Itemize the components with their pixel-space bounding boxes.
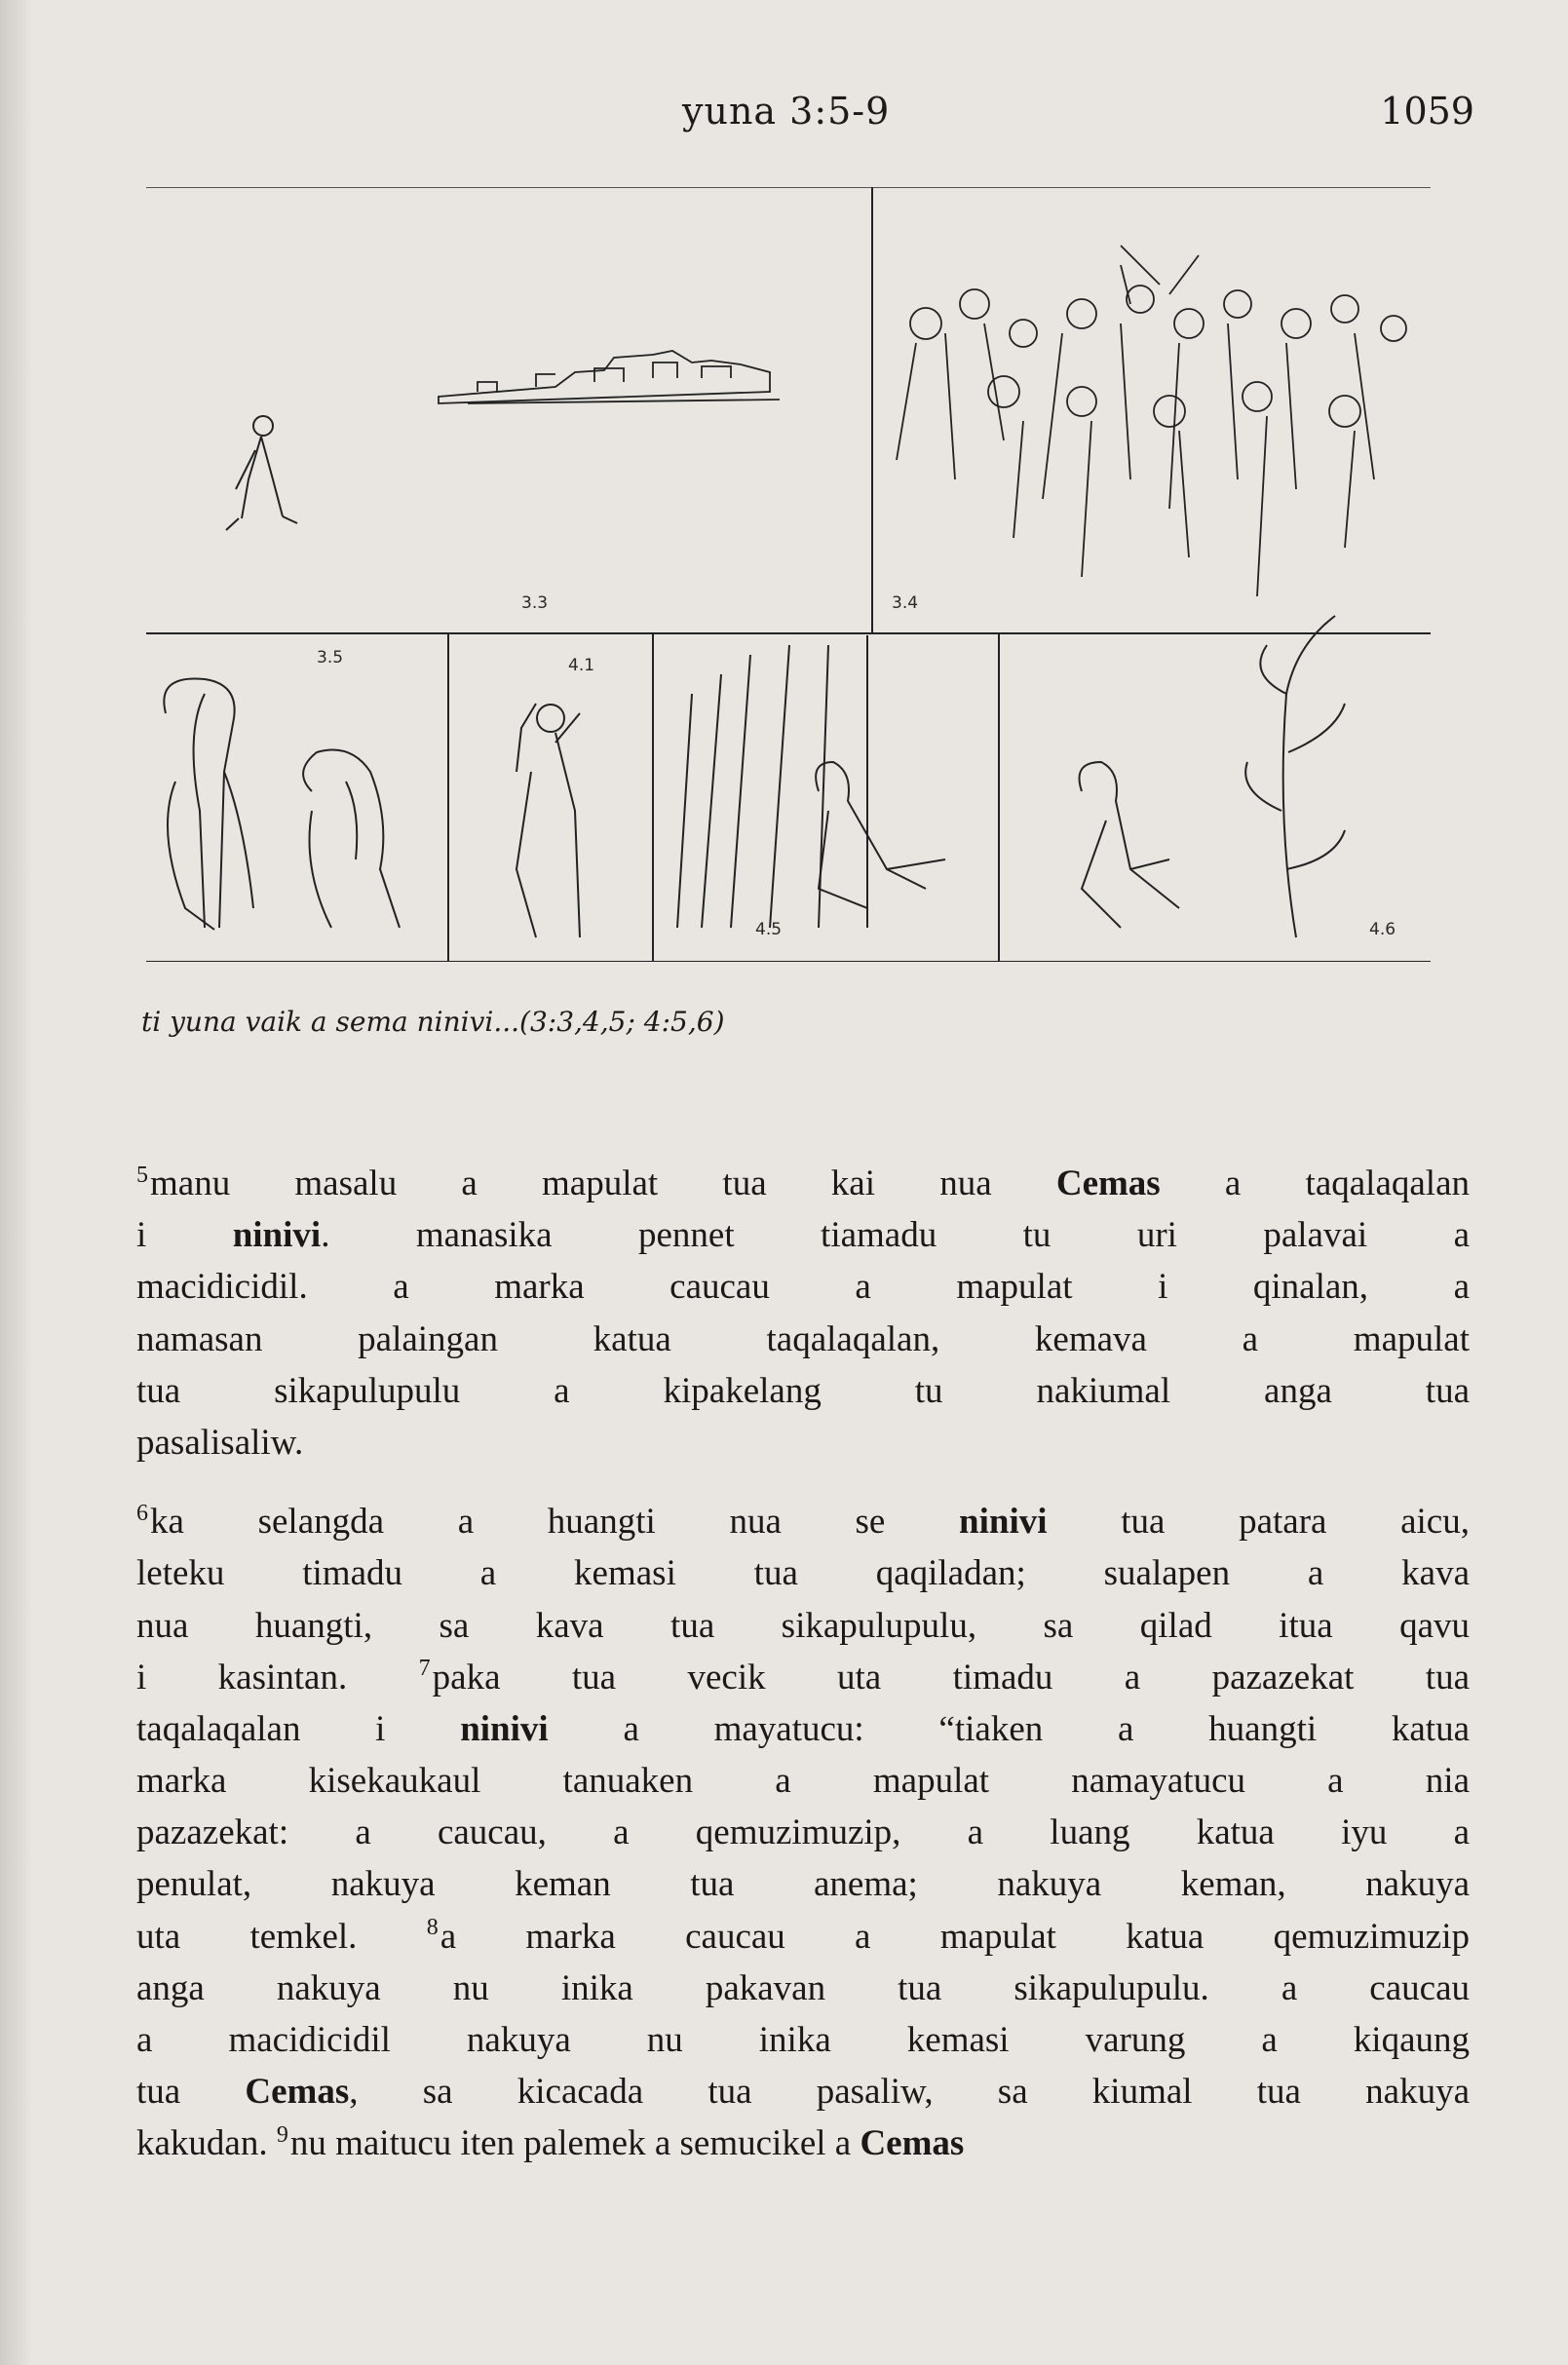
text-line	[136, 1365, 1470, 1417]
text-run: i kasintan.	[136, 1657, 419, 1697]
text-line	[136, 1547, 1470, 1599]
text-line	[136, 1417, 1470, 1469]
panel-label: 4.1	[568, 656, 595, 675]
panel-label: 4.5	[755, 920, 783, 939]
text-run: kakudan.	[136, 2123, 277, 2164]
panel-label: 3.4	[892, 593, 919, 613]
text-line	[136, 1652, 1470, 1703]
prophet-complaining-drawing	[516, 704, 580, 937]
page-number: 1059	[1380, 90, 1474, 133]
paragraph	[136, 1496, 1470, 2169]
text-line	[136, 1496, 1470, 1547]
mourning-figures-drawing	[164, 678, 400, 930]
verse-number: 9	[276, 2122, 288, 2149]
figure-caption: ti yuna vaik a sema ninivi...(3:3,4,5; 4:5,6)	[141, 1006, 725, 1038]
bold-term: ninivi	[959, 1502, 1048, 1543]
panel-label: 3.3	[521, 593, 549, 613]
text-run: paka tua vecik uta timadu a pazazekat tua	[432, 1657, 1470, 1697]
verse-number: 7	[418, 1656, 431, 1682]
verse-number: 5	[136, 1162, 148, 1188]
prophet-sitting-sun-drawing	[677, 635, 945, 928]
text-run: tua	[136, 2072, 246, 2113]
text-line	[136, 1911, 1470, 1963]
text-line	[136, 1600, 1470, 1652]
text-line	[136, 1703, 1470, 1755]
prophet-plant-drawing	[1080, 616, 1346, 937]
text-line	[136, 2066, 1470, 2117]
text-run: penulat, nakuya keman tua anema; nakuya keman, nakuya	[136, 1864, 1470, 1905]
text-run: namasan palaingan katua taqalaqalan, kemava a mapulat	[136, 1318, 1470, 1359]
text-line	[136, 1807, 1470, 1858]
walking-prophet-drawing	[226, 416, 297, 530]
text-run: nu maitucu iten palemek a semucikel a	[289, 2123, 860, 2164]
text-line	[136, 2014, 1470, 2066]
body-text	[136, 1158, 1470, 2197]
verse-number: 6	[136, 1500, 148, 1526]
text-run: . manasika pennet tiamadu tu uri palavai a	[321, 1215, 1470, 1256]
paragraph	[136, 1158, 1470, 1469]
text-line	[136, 1314, 1470, 1365]
text-line	[136, 1209, 1470, 1261]
text-line	[136, 1158, 1470, 1209]
city-drawing	[439, 351, 780, 403]
text-line	[136, 1963, 1470, 2014]
crowd-drawing	[897, 246, 1406, 596]
text-run: taqalaqalan i	[136, 1708, 461, 1749]
text-line	[136, 2117, 1470, 2169]
bold-term: ninivi	[232, 1215, 322, 1256]
bold-term: Cemas	[860, 2123, 965, 2164]
page-gutter-shadow	[0, 0, 33, 2365]
text-run: a marka caucau a mapulat katua qemuzimuzip	[440, 1916, 1470, 1957]
text-run: tua sikapulupulu a kipakelang tu nakiumal anga tua	[136, 1370, 1470, 1411]
text-run: ka selangda a huangti nua se	[150, 1502, 960, 1543]
text-line	[136, 1858, 1470, 1910]
illustration-grid	[146, 187, 1431, 962]
text-line	[136, 1755, 1470, 1807]
text-run: , sa kicacada tua pasaliw, sa kiumal tua nakuya	[349, 2072, 1470, 2113]
text-run: i	[136, 1215, 233, 1256]
text-run: nua huangti, sa kava tua sikapulupulu, sa qilad itua qavu	[136, 1605, 1470, 1646]
running-title: yuna 3:5-9	[682, 90, 891, 133]
text-run: manu masalu a mapulat tua kai nua	[150, 1163, 1056, 1203]
text-line	[136, 1261, 1470, 1313]
panel-label: 3.5	[317, 648, 344, 668]
text-run: anga nakuya nu inika pakavan tua sikapulupulu. a caucau	[136, 1967, 1470, 2008]
text-run: marka kisekaukaul tanuaken a mapulat namayatucu a nia	[136, 1761, 1470, 1802]
text-run: uta temkel.	[136, 1916, 427, 1957]
text-run: pasalisaliw.	[136, 1422, 304, 1463]
panel-label: 4.6	[1369, 920, 1396, 939]
bold-term: ninivi	[460, 1708, 549, 1749]
verse-number: 8	[426, 1915, 439, 1941]
bold-term: Cemas	[1055, 1163, 1161, 1203]
page-header	[0, 90, 1568, 148]
text-run: leteku timadu a kemasi tua qaqiladan; sualapen a kava	[136, 1553, 1470, 1594]
illustration-panels	[146, 187, 1431, 962]
text-run: a mayatucu: “tiaken a huangti katua	[548, 1708, 1470, 1749]
text-run: tua patara aicu,	[1047, 1502, 1470, 1543]
text-run: a macidicidil nakuya nu inika kemasi varung a kiqaung	[136, 2020, 1470, 2060]
bold-term: Cemas	[245, 2072, 350, 2113]
text-run: macidicidil. a marka caucau a mapulat i qinalan, a	[136, 1267, 1470, 1308]
text-run: pazazekat: a caucau, a qemuzimuzip, a luang katua iyu a	[136, 1812, 1470, 1853]
text-run: a taqalaqalan	[1160, 1163, 1470, 1203]
